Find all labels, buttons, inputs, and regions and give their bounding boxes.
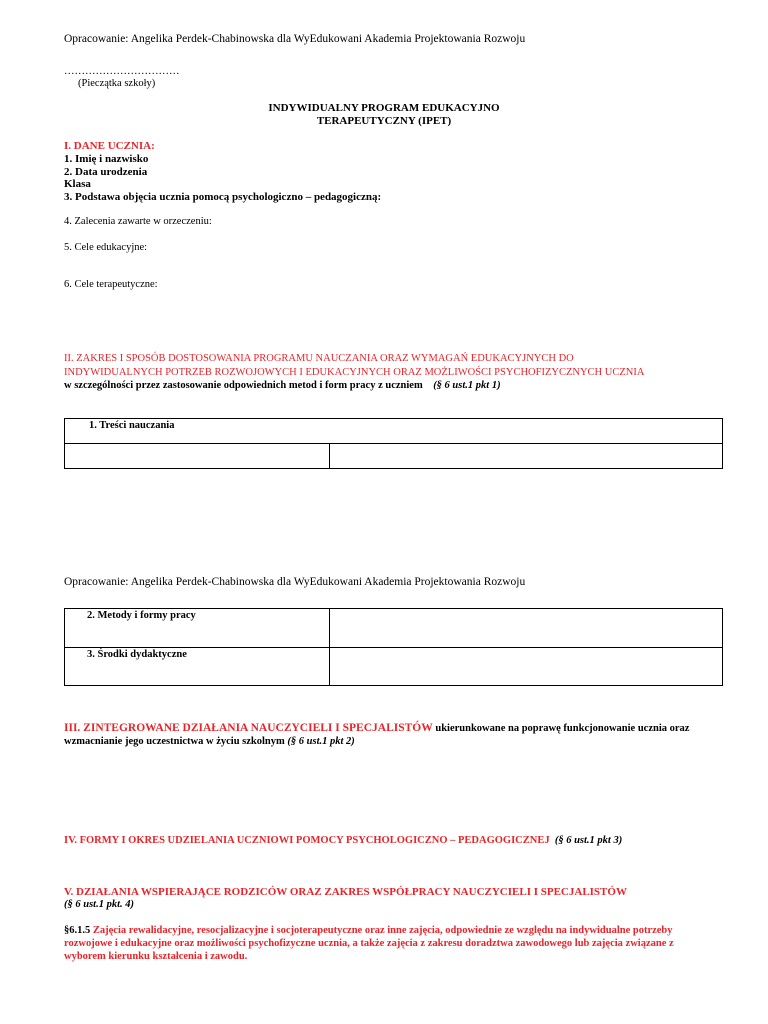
section2-ref: (§ 6 ust.1 pkt 1) <box>433 380 501 391</box>
credit-line: Opracowanie: Angelika Perdek-Chabinowska dla WyEdukowani Akademia Projektowania Rozwoju <box>64 33 526 45</box>
section4-heading: IV. FORMY I OKRES UDZIELANIA UCZNIOWI POMOCY PSYCHOLOGICZNO – PEDAGOGICZNEJ <box>64 835 550 846</box>
row-aids-label: 3. Środki dydaktyczne <box>87 649 187 660</box>
document-title-line1: INDYWIDUALNY PROGRAM EDUKACYJNO <box>268 102 500 114</box>
content-table <box>64 418 723 469</box>
section5-heading: V. DZIAŁANIA WSPIERAJĄCE RODZICÓW ORAZ ZAKRES WSPÓŁPRACY NAUCZYCIELI I SPECJALISTÓW <box>64 886 627 898</box>
section3-ref: (§ 6 ust.1 pkt 2) <box>287 736 355 747</box>
section2-heading-line2: INDYWIDUALNYCH POTRZEB ROZWOJOWYCH I EDUKACYJNYCH ORAZ MOŻLIWOŚCI PSYCHOFIZYCZNYCH UCZNIA <box>64 367 645 378</box>
section2-sub-text: w szczególności przez zastosowanie odpowiednich metod i form pracy z uczniem <box>64 380 423 391</box>
section2-subheading <box>64 380 501 391</box>
section1-heading: I. DANE UCZNIA: <box>64 140 155 152</box>
section4-ref: (§ 6 ust.1 pkt 3) <box>554 835 623 846</box>
section3-text2: wzmacnianie jego uczestnictwa w życiu szkolnym <box>64 736 285 747</box>
item5: 5. Cele edukacyjne: <box>64 242 148 253</box>
section6-text: Zajęcia rewalidacyjne, resocjalizacyjne i socjoterapeutyczne oraz inne zajęcia, odpowiednie ze względu na indywidualne potrzeby rozwojowe i edukacyjne oraz możliwości psychofizyczne ucznia, a także zajęcia z zakresu doradztwa zawodowego lub zajęcia związane z wyborem kierunku kształcenia i zawodu. <box>64 925 674 962</box>
section3-text1: ukierunkowane na poprawę funkcjonowanie ucznia oraz <box>432 723 690 734</box>
section3-line1 <box>64 722 689 734</box>
item6: 6. Cele terapeutyczne: <box>64 279 158 290</box>
student-data-fields <box>64 153 381 203</box>
row-methods-label: 2. Metody i formy pracy <box>87 610 196 621</box>
section3-line2 <box>64 736 355 747</box>
section6-number: §6.1.5 <box>64 925 91 936</box>
section3-heading: III. ZINTEGROWANE DZIAŁANIA NAUCZYCIELI I SPECJALISTÓW <box>64 722 433 734</box>
section4-line <box>64 835 622 846</box>
stamp-dots: …………………………… <box>64 66 180 77</box>
table-header-content: 1. Treści nauczania <box>89 420 175 431</box>
credit-line-page2: Opracowanie: Angelika Perdek-Chabinowska dla WyEdukowani Akademia Projektowania Rozwoju <box>64 576 526 588</box>
aids-value-cell[interactable] <box>330 648 722 685</box>
section6-paragraph <box>64 924 712 963</box>
methods-table <box>64 608 723 686</box>
table-cell-right[interactable] <box>330 444 722 468</box>
stamp-label: (Pieczątka szkoły) <box>78 78 156 89</box>
field-name: 1. Imię i nazwisko <box>64 153 149 165</box>
field-basis: 3. Podstawa objęcia ucznia pomocą psychologiczno – pedagogiczną: <box>64 190 382 203</box>
table-cell-left[interactable] <box>65 444 329 468</box>
item4: 4. Zalecenia zawarte w orzeczeniu: <box>64 216 212 227</box>
section5-ref: (§ 6 ust.1 pkt. 4) <box>64 899 135 910</box>
methods-value-cell[interactable] <box>330 609 722 647</box>
section2-heading-line1: II. ZAKRES I SPOSÓB DOSTOSOWANIA PROGRAMU NAUCZANIA ORAZ WYMAGAŃ EDUKACYJNYCH DO <box>64 353 574 364</box>
field-class: Klasa <box>64 178 91 190</box>
document-title-line2: TERAPEUTYCZNY (IPET) <box>316 115 452 127</box>
field-birthdate: 2. Data urodzenia <box>64 165 148 178</box>
